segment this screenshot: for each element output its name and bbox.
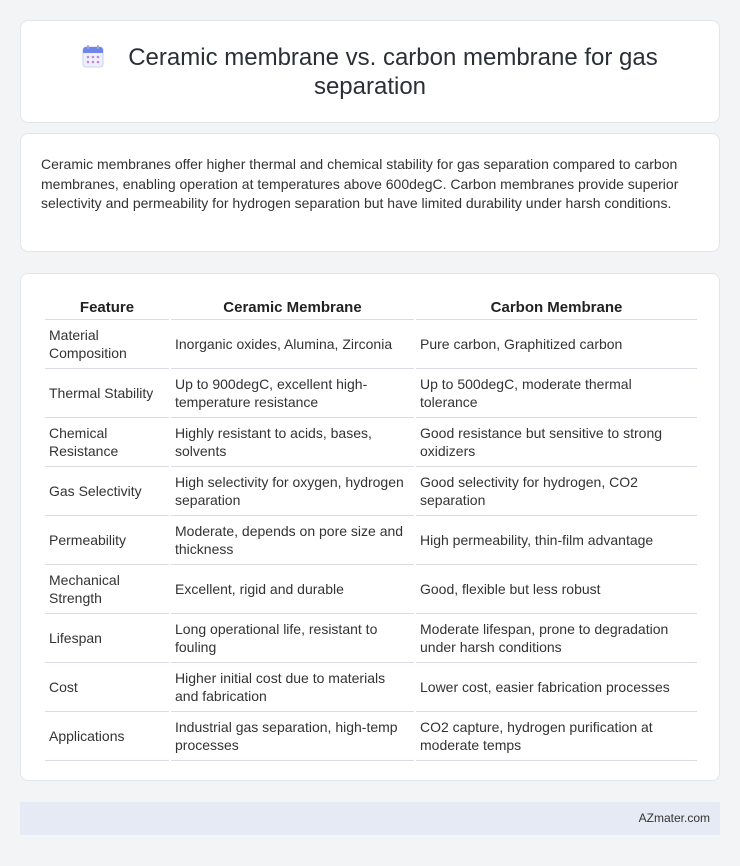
feature-cell: Permeability xyxy=(45,516,169,565)
table-row xyxy=(45,712,697,761)
table-row xyxy=(45,614,697,663)
ceramic-cell: Industrial gas separation, high-temp processes xyxy=(171,712,414,761)
carbon-cell: Pure carbon, Graphitized carbon xyxy=(416,320,697,369)
ceramic-cell: Highly resistant to acids, bases, solvents xyxy=(171,418,414,467)
ceramic-cell: Moderate, depends on pore size and thickness xyxy=(171,516,414,565)
title-card xyxy=(20,20,720,123)
ceramic-cell: Higher initial cost due to materials and fabrication xyxy=(171,663,414,712)
footer-source[interactable]: AZmater.com xyxy=(638,811,710,825)
ceramic-cell: Inorganic oxides, Alumina, Zirconia xyxy=(171,320,414,369)
page-title-text: Ceramic membrane vs. carbon membrane for gas separation xyxy=(128,44,658,100)
table-row xyxy=(45,516,697,565)
table-row xyxy=(45,565,697,614)
summary-text: Ceramic membranes offer higher thermal and chemical stability for gas separation compared to carbon membranes, enabling operation at temperatures above 600degC. Carbon membranes provide superior selectivity and permeability for hydrogen separation but have limited durability under harsh conditions. xyxy=(41,156,679,211)
carbon-cell: Moderate lifespan, prone to degradation under harsh conditions xyxy=(416,614,697,663)
ceramic-cell: High selectivity for oxygen, hydrogen separation xyxy=(171,467,414,516)
table-row xyxy=(45,663,697,712)
carbon-cell: Good selectivity for hydrogen, CO2 separation xyxy=(416,467,697,516)
feature-cell: Lifespan xyxy=(45,614,169,663)
table-row xyxy=(45,418,697,467)
page-title xyxy=(21,43,719,101)
table-row xyxy=(45,369,697,418)
carbon-cell: CO2 capture, hydrogen purification at moderate temps xyxy=(416,712,697,761)
feature-cell: Thermal Stability xyxy=(45,369,169,418)
calendar-icon xyxy=(82,44,104,68)
feature-cell: Mechanical Strength xyxy=(45,565,169,614)
carbon-cell: Up to 500degC, moderate thermal tolerance xyxy=(416,369,697,418)
table-row xyxy=(45,467,697,516)
feature-cell: Chemical Resistance xyxy=(45,418,169,467)
table-row xyxy=(45,320,697,369)
table-header-row xyxy=(45,292,697,320)
feature-cell: Cost xyxy=(45,663,169,712)
ceramic-cell: Excellent, rigid and durable xyxy=(171,565,414,614)
carbon-cell: High permeability, thin-film advantage xyxy=(416,516,697,565)
header-ceramic: Ceramic Membrane xyxy=(171,292,414,320)
feature-cell: Gas Selectivity xyxy=(45,467,169,516)
carbon-cell: Good resistance but sensitive to strong oxidizers xyxy=(416,418,697,467)
carbon-cell: Lower cost, easier fabrication processes xyxy=(416,663,697,712)
feature-cell: Material Composition xyxy=(45,320,169,369)
header-feature: Feature xyxy=(45,292,169,320)
summary-card xyxy=(20,133,720,252)
comparison-table xyxy=(43,292,699,761)
comparison-table-card xyxy=(20,273,720,781)
ceramic-cell: Up to 900degC, excellent high-temperature resistance xyxy=(171,369,414,418)
feature-cell: Applications xyxy=(45,712,169,761)
footer-bar xyxy=(20,802,720,835)
ceramic-cell: Long operational life, resistant to fouling xyxy=(171,614,414,663)
carbon-cell: Good, flexible but less robust xyxy=(416,565,697,614)
header-carbon: Carbon Membrane xyxy=(416,292,697,320)
